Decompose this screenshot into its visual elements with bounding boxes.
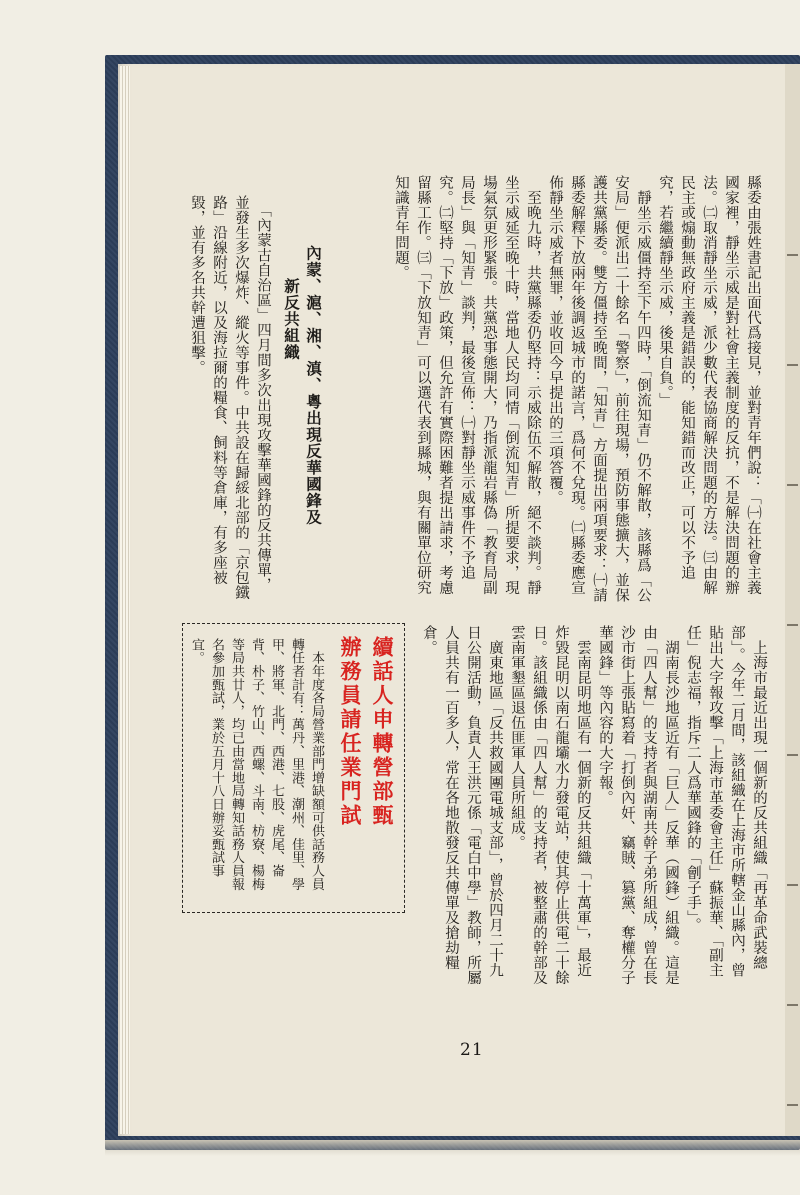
article-lower-text: 上海市最近出現一個新的反共組織「再革命武裝總部」。今年二月間，該組織在上海市所轄金山縣內，曾貼出大字報攻擊「上海市革委會主任」蘇振華、「副主任」倪志福，指斥二人爲華國鋒的「劊子手」。 湖南長沙地區近有「巨人」反華（國鋒）組織。這是由「四人幫」的支持者與湖南共幹子弟所組成，曾在長沙市街上張貼寫着「打倒內奸、竊賊、篡黨、奪權分子華國鋒」等內容的大字報。 雲南昆明地區有一個新的反共組織「十萬軍」，最近炸毀昆明以南石龍壩水力發電站，使其停止供電二十餘日。該組織係由「四人幫」的支持者，被整肅的幹部及雲南軍墾區退伍匪軍人員所組成。 廣東地區「反共救國團電城支部」，曾於四月二十九日公開活動，負責人王洪元係「電白中學」教師，所屬人員共有一百多人，常在各地散發反共傳單及搶劫糧倉。	[421, 625, 767, 985]
page-number: 21	[460, 1040, 484, 1060]
adjacent-page-sliver	[785, 64, 800, 1136]
notice-box	[182, 623, 405, 913]
section-heading: 內蒙、滬、湘、滇、粵出現反華國鋒及 新反共組織	[282, 245, 322, 526]
page-edge	[120, 66, 130, 1134]
book-shadow	[105, 1140, 800, 1156]
article-left-text: 「內蒙古自治區」四月間多次出現攻擊華國鋒的反共傳單，並發生多次爆炸、縱火等事件。中共設在歸綏北部的「京包鐵路」沿線附近，以及海拉爾的糧食、飼料等倉庫，有多座被毀，並有多名共幹遭狙擊。	[189, 195, 271, 600]
notice-body: 本年度各局營業部門增缺額可供話務人員轉任者計有：萬丹、里港、潮州、佳里、學甲、將軍、北門、西港、七股、虎尾、崙背、朴子、竹山、西螺、斗南、枋寮、楊梅等局共廿人，均已由當地局轉知話務人員報名參加甄試，業於五月十八日辦妥甄試事宜。	[189, 638, 324, 891]
article-upper-text: 縣委由張姓書記出面代爲接見，並對青年們說：「㈠在社會主義國家裡，靜坐示威是對社會主義制度的反抗，不是解決問題的辦法。㈡取消靜坐示威，派少數代表協商解決問題的方法。㈢由解民主或煽動無政府主義是錯誤的，能知錯而改正，可以不予追究，若繼續靜坐示威，後果自負。」 靜坐示威僵持至下午四時，「倒流知青」仍不解散，該縣爲「公安局」便派出二十餘名「警察」，前往現場，預防事態擴大，並保護共黨縣委。雙方僵持至晚間，「知青」方面提出兩項要求：㈠請縣委解釋下放兩年後調返城市的諾言，爲何不兌現。㈡縣委應宣佈靜坐示威者無罪，並收回今早提出的三項答覆。 至晚九時，共黨縣委仍堅持：示威除伍不解散，絕不談判。靜坐示威延至晚十時，當地人民均同情「倒流知青」所提要求，現場氣氛更形緊張。共黨恐事態開大，乃指派龍岩縣偽「教育局副局長」與「知青」談判，最後宣佈：㈠對靜坐示威事件不予追究。㈡堅持「下放」政策，但允許有實際困難者提出請求，考慮留縣工作。㈢「下放知青」可以選代表到縣城，與有關單位研究知識青年問題。	[393, 175, 761, 603]
notice-title: 續話人申轉營部甄 辦務員請任業門試	[338, 636, 394, 828]
